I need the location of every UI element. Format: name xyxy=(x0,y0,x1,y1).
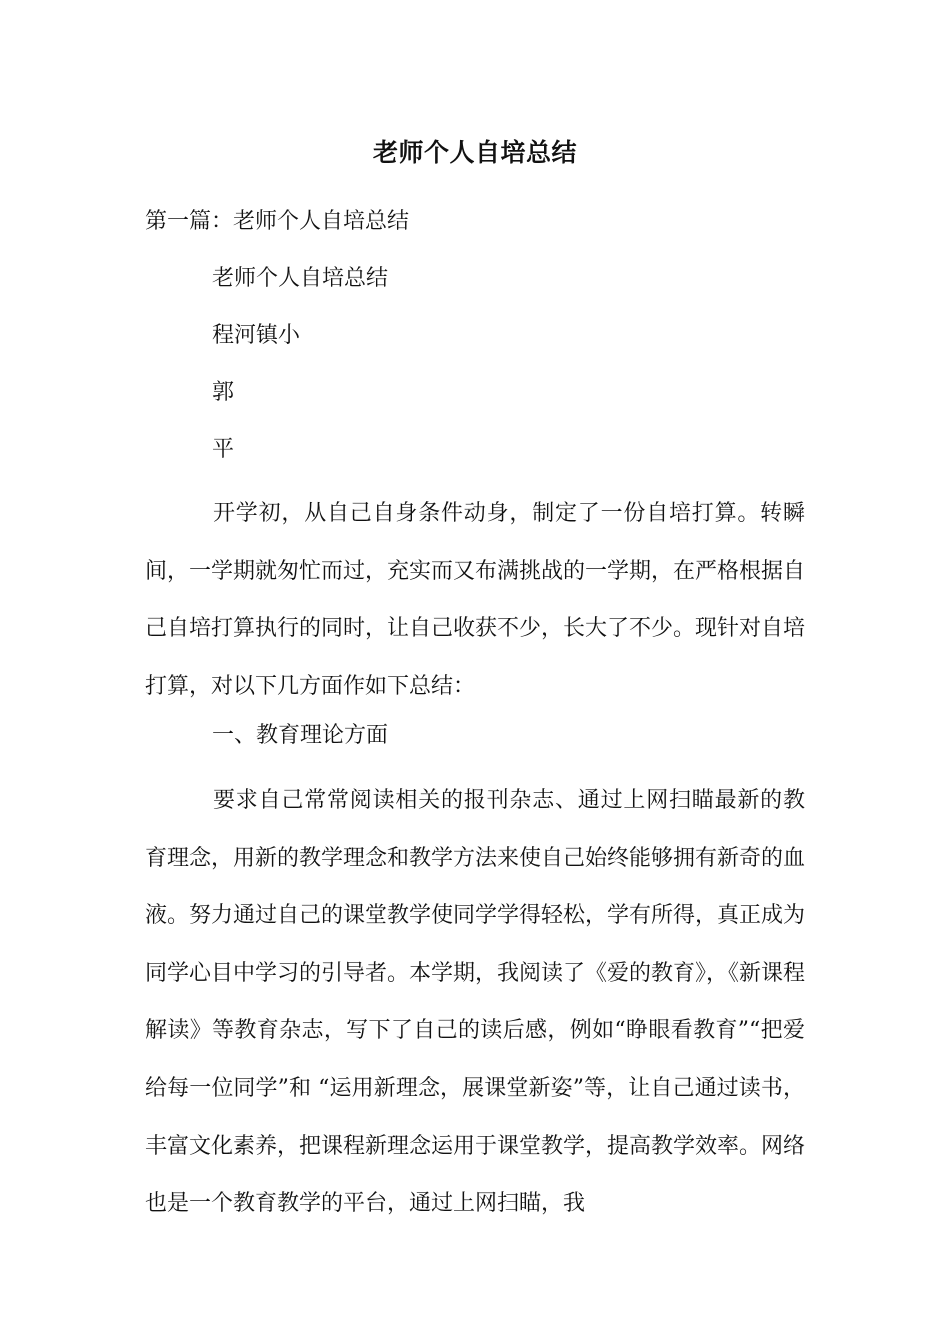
paragraph-intro: 开学初，从自己自身条件动身，制定了一份自培打算。转瞬间，一学期就匆忙而过，充实而又布满挑战的一学期，在严格根据自己自培打算执行的同时，让自己收获不少，长大了不少。现针对自培打算，对以下几方面作如下总结： xyxy=(145,501,806,699)
subtitle: 老师个人自培总结 xyxy=(212,266,389,291)
author-surname: 郭 xyxy=(212,380,235,405)
document-title: 老师个人自培总结 xyxy=(372,138,577,167)
paragraph-education-theory: 要求自己常常阅读相关的报刊杂志、通过上网扫瞄最新的教育理念，用新的教学理念和教学方法来使自己始终能够拥有新奇的血液。努力通过自己的课堂教学使同学学得轻松，学有所得，真正成为同学心目中学习的引导者。本学期，我阅读了《爱的教育》，《新课程解读》等教育杂志，写下了自己的读后感，例如“睁眼看教育”“把爱给每一位同学”和 “运用新理念，展课堂新姿”等，让自己通过读书，丰富文化素养，把课程新理念运用于课堂教学，提高教学效率。网络也是一个教育教学的平台，通过上网扫瞄，我 xyxy=(145,788,806,1217)
author-given-name: 平 xyxy=(212,437,235,462)
school-name: 程河镇小 xyxy=(212,323,301,348)
heading-education-theory: 一、教育理论方面 xyxy=(212,723,389,748)
section-heading: 第一篇：老师个人自培总结 xyxy=(145,209,410,234)
